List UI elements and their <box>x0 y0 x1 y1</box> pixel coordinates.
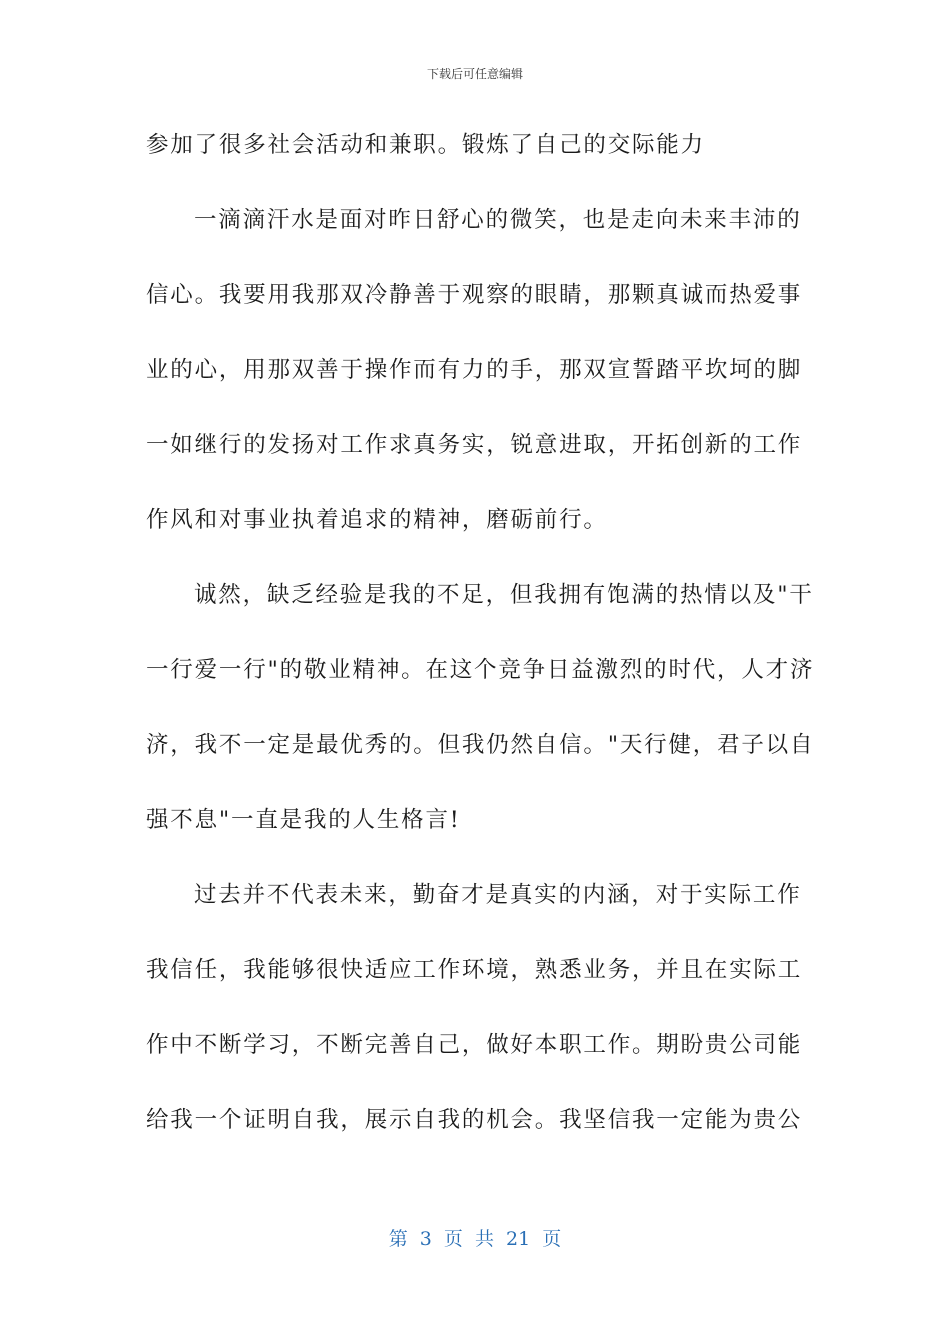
text-line: 济，我不一定是最优秀的。但我仍然自信。"天行健，君子以自 <box>146 732 815 758</box>
text-line: 参加了很多社会活动和兼职。锻炼了自己的交际能力 <box>146 132 705 158</box>
text-line: 过去并不代表未来，勤奋才是真实的内涵，对于实际工作 <box>194 882 802 908</box>
text-line: 作风和对事业执着追求的精神，磨砺前行。 <box>146 507 608 533</box>
text-line: 一行爱一行"的敬业精神。在这个竞争日益激烈的时代，人才济 <box>146 657 815 683</box>
text-line: 我信任，我能够很快适应工作环境，熟悉业务，并且在实际工 <box>146 957 803 983</box>
document-body <box>146 126 816 1176</box>
text-line: 诚然，缺乏经验是我的不足，但我拥有饱满的热情以及"干 <box>194 582 814 608</box>
page-header: 下载后可任意编辑 <box>426 67 523 81</box>
text-line: 强不息"一直是我的人生格言! <box>146 807 461 833</box>
text-line: 一滴滴汗水是面对昨日舒心的微笑，也是走向未来丰沛的 <box>194 207 802 233</box>
text-line: 信心。我要用我那双冷静善于观察的眼睛，那颗真诚而热爱事 <box>146 282 803 308</box>
page-number: 第 3 页 共 21 页 <box>388 1228 562 1250</box>
text-line: 一如继行的发扬对工作求真务实，锐意进取，开拓创新的工作 <box>146 432 803 458</box>
text-line: 作中不断学习，不断完善自己，做好本职工作。期盼贵公司能 <box>146 1032 803 1058</box>
text-line: 给我一个证明自我，展示自我的机会。我坚信我一定能为贵公 <box>146 1107 803 1133</box>
text-line: 业的心，用那双善于操作而有力的手，那双宣誓踏平坎坷的脚 <box>146 357 803 383</box>
